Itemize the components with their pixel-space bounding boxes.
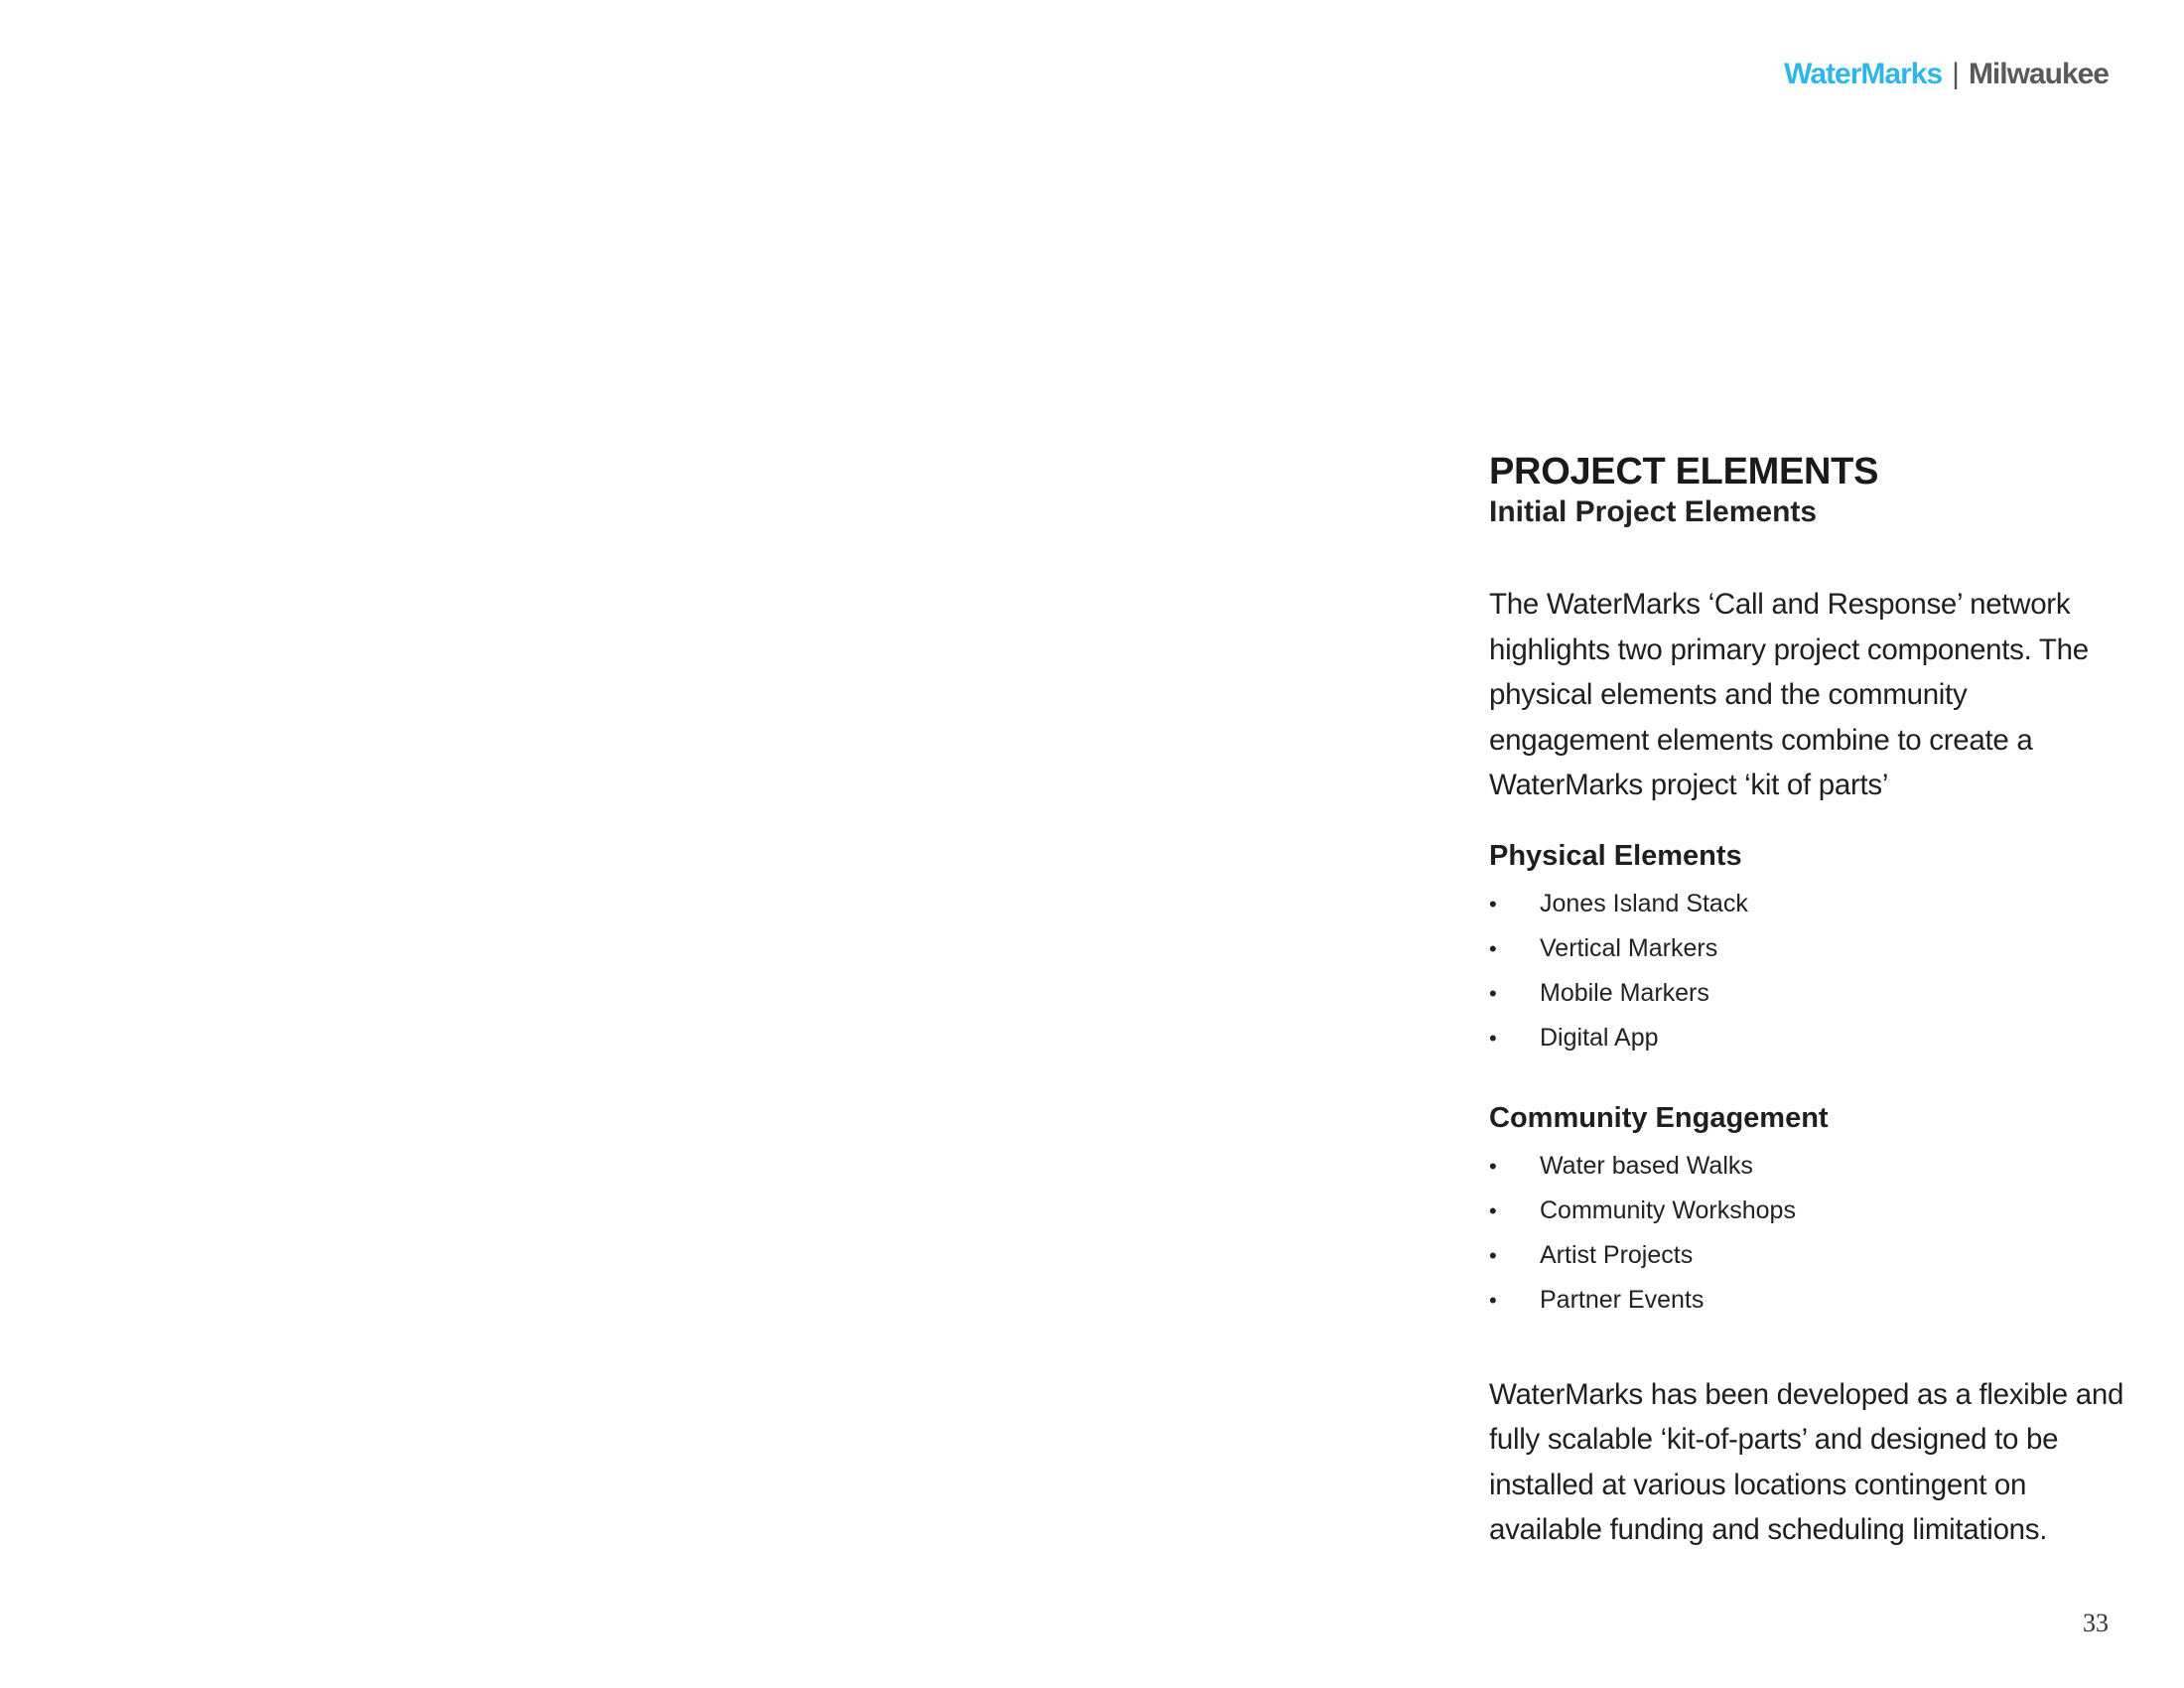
brand-name: WaterMarks — [1784, 58, 1943, 90]
community-engagement-heading: Community Engagement — [1489, 1101, 1829, 1134]
list-item — [1489, 1189, 2124, 1233]
section-title: PROJECT ELEMENTS — [1489, 451, 1879, 492]
list-item-label: Partner Events — [1540, 1285, 1705, 1314]
list-item-label: Mobile Markers — [1540, 978, 1709, 1007]
section-subtitle: Initial Project Elements — [1489, 495, 1818, 528]
physical-elements-list — [1489, 882, 2124, 1060]
community-engagement-list — [1489, 1144, 2124, 1323]
list-item-label: Artist Projects — [1540, 1240, 1694, 1269]
city-name: Milwaukee — [1968, 58, 2109, 90]
bullet-icon: • — [1489, 1242, 1497, 1268]
list-item — [1489, 882, 2124, 926]
bullet-icon: • — [1489, 1197, 1497, 1223]
bullet-icon: • — [1489, 980, 1497, 1006]
physical-elements-heading: Physical Elements — [1489, 839, 1742, 872]
closing-paragraph: WaterMarks has been developed as a flexible and fully scalable ‘kit-of-parts’ and designed to be installed at various locations contingent on available funding and scheduling limitations. — [1489, 1377, 2124, 1546]
list-item-label: Digital App — [1540, 1023, 1659, 1052]
list-item — [1489, 1016, 2124, 1060]
header-separator: | — [1952, 58, 1959, 90]
bullet-icon: • — [1489, 1025, 1497, 1051]
list-item — [1489, 1144, 2124, 1189]
list-item-label: Community Workshops — [1540, 1196, 1796, 1224]
list-item — [1489, 1278, 2124, 1323]
main-content — [1489, 449, 2124, 1582]
list-item-label: Water based Walks — [1540, 1151, 1753, 1180]
bullet-icon: • — [1489, 1153, 1497, 1179]
bullet-icon: • — [1489, 1287, 1497, 1313]
page-number: 33 — [2083, 1609, 2109, 1637]
page-header — [1784, 58, 2109, 91]
list-item-label: Vertical Markers — [1540, 933, 1718, 962]
list-item-label: Jones Island Stack — [1540, 889, 1748, 917]
bullet-icon: • — [1489, 891, 1497, 916]
list-item — [1489, 971, 2124, 1016]
list-item — [1489, 926, 2124, 971]
bullet-icon: • — [1489, 935, 1497, 961]
intro-paragraph: The WaterMarks ‘Call and Response’ network highlights two primary project components. The physical elements and the community engagement elements combine to create a WaterMarks project ‘kit of parts’ — [1489, 588, 2089, 801]
list-item — [1489, 1233, 2124, 1278]
